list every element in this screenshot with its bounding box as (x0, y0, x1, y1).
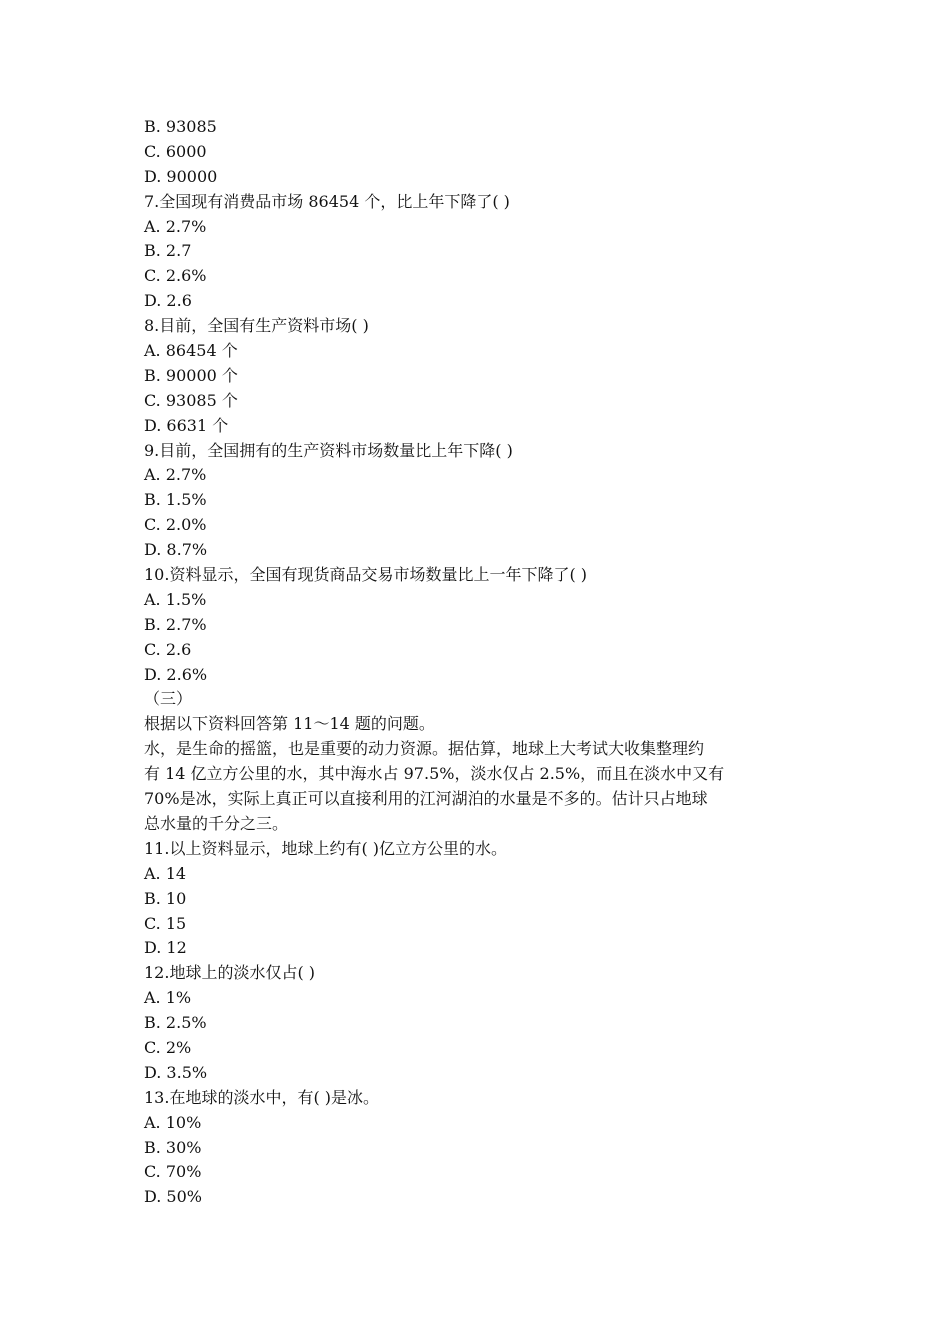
option-line: C. 6000 (144, 141, 207, 161)
option-line: C. 93085 个 (144, 390, 238, 410)
option-line: B. 2.7 (144, 241, 192, 261)
option-line: C. 70% (144, 1162, 202, 1182)
question-line: 11.以上资料显示，地球上约有( )亿立方公里的水。 (144, 838, 508, 858)
option-line: A. 1.5% (144, 589, 207, 609)
option-line: D. 50% (144, 1187, 202, 1207)
option-line: B. 1.5% (144, 490, 207, 510)
question-line: 9.目前，全国拥有的生产资料市场数量比上年下降( ) (144, 440, 513, 460)
option-line: A. 2.7% (144, 465, 207, 485)
section-instruction: 根据以下资料回答第 11～14 题的问题。 (144, 714, 435, 734)
question-line: 13.在地球的淡水中，有( )是冰。 (144, 1087, 380, 1107)
option-line: D. 90000 (144, 166, 218, 186)
option-line: B. 93085 (144, 117, 217, 136)
document-page (144, 115, 814, 1210)
section-heading: （三） (144, 689, 193, 709)
option-line: D. 2.6 (144, 291, 192, 311)
option-line: C. 2.0% (144, 515, 207, 535)
option-line: B. 30% (144, 1137, 202, 1157)
option-line: B. 2.5% (144, 1013, 207, 1033)
option-line: A. 14 (144, 863, 187, 883)
option-line: C. 2% (144, 1037, 192, 1057)
option-line: D. 3.5% (144, 1062, 208, 1082)
passage-line: 有 14 亿立方公里的水，其中海水占 97.5%，淡水仅占 2.5%，而且在淡水中又有 (144, 764, 725, 784)
question-line: 7.全国现有消费品市场 86454 个，比上年下降了( ) (144, 191, 510, 211)
option-line: B. 10 (144, 888, 187, 908)
passage-line: 总水量的千分之三。 (144, 813, 289, 833)
question-line: 12.地球上的淡水仅占( ) (144, 963, 316, 983)
option-line: B. 2.7% (144, 614, 207, 634)
option-line: D. 12 (144, 938, 187, 958)
question-line: 10.资料显示，全国有现货商品交易市场数量比上一年下降了( ) (144, 565, 588, 585)
option-line: C. 2.6 (144, 639, 192, 659)
passage-line: 水，是生命的摇篮，也是重要的动力资源。据估算，地球上大考试大收集整理约 (144, 739, 705, 759)
option-line: A. 86454 个 (144, 341, 238, 361)
option-line: A. 2.7% (144, 216, 207, 236)
option-line: A. 10% (144, 1112, 202, 1132)
option-line: C. 2.6% (144, 266, 207, 286)
option-line: D. 6631 个 (144, 415, 229, 435)
option-line: D. 8.7% (144, 540, 208, 560)
question-line: 8.目前，全国有生产资料市场( ) (144, 316, 369, 336)
passage-line: 70%是冰，实际上真正可以直接利用的江河湖泊的水量是不多的。估计只占地球 (144, 789, 708, 809)
option-line: B. 90000 个 (144, 365, 238, 385)
option-line: C. 15 (144, 913, 187, 933)
option-line: A. 1% (144, 988, 192, 1008)
option-line: D. 2.6% (144, 664, 208, 684)
